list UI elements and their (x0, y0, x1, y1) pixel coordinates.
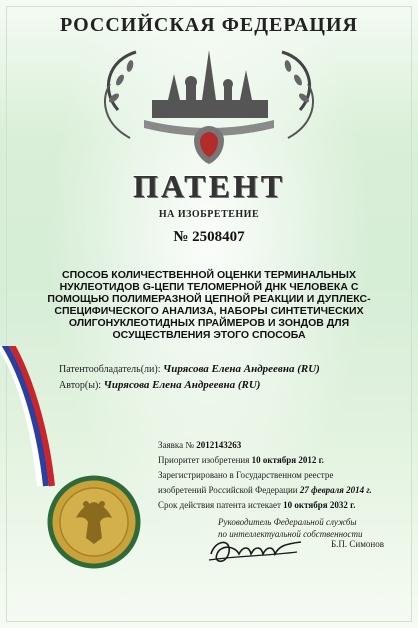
kremlin-emblem-icon (90, 40, 328, 166)
expiry-value: 10 октября 2032 г. (283, 500, 356, 510)
invention-title (40, 269, 378, 341)
registered-row (158, 483, 372, 498)
official-title-line: Руководитель Федеральной службы (218, 517, 357, 527)
application-label: Заявка № (158, 440, 194, 450)
signature-icon (205, 534, 305, 568)
invention-title-line: СПЕЦИФИЧЕСКОГО АНАЛИЗА, НАБОРЫ СИНТЕТИЧЕСКИХ (54, 305, 364, 317)
registration-details (158, 438, 372, 513)
registered-line: Зарегистрировано в Государственном реестре (158, 470, 334, 480)
registered-value: 27 февраля 2014 г. (299, 485, 372, 495)
priority-value: 10 октября 2012 г. (251, 455, 324, 465)
author-value: Чирясова Елена Андреевна (RU) (103, 379, 261, 391)
application-row (158, 438, 372, 453)
holder-label: Патентообладатель(ли): (59, 364, 161, 375)
invention-title-line: ОСУЩЕСТВЛЕНИЯ ЭТОГО СПОСОБА (112, 329, 306, 341)
patent-subtitle: НА ИЗОБРЕТЕНИЕ (158, 209, 260, 220)
patent-number: № 2508407 (173, 229, 245, 245)
registered-label: изобретений Российской Федерации (158, 485, 298, 495)
author-label: Автор(ы): (59, 380, 102, 391)
invention-title-line: ПОМОЩЬЮ ПОЛИМЕРАЗНОЙ ЦЕПНОЙ РЕАКЦИИ И ДУПЛЕКС- (47, 293, 371, 305)
official-title-line: по интеллектуальной собственности (218, 529, 363, 539)
holder-value: Чирясова Елена Андреевна (RU) (162, 363, 320, 375)
expiry-label: Срок действия патента истекает (158, 500, 281, 510)
priority-row (158, 453, 372, 468)
patent-title: ПАТЕНТ (132, 168, 286, 204)
gold-seal-icon (46, 474, 142, 570)
signer-name: Б.П. Симонов (331, 539, 384, 549)
expiry-row (158, 498, 372, 513)
country-header: РОССИЙСКАЯ ФЕДЕРАЦИЯ (59, 14, 358, 36)
application-value: 2012143263 (196, 440, 242, 450)
priority-label: Приоритет изобретения (158, 455, 250, 465)
invention-title-line: СПОСОБ КОЛИЧЕСТВЕННОЙ ОЦЕНКИ ТЕРМИНАЛЬНЫХ (62, 269, 356, 281)
invention-title-line: ОЛИГОНУКЛЕОТИДНЫХ ПРАЙМЕРОВ И ЗОНДОВ ДЛЯ (68, 317, 350, 329)
invention-title-line: НУКЛЕОТИДОВ G-ЦЕПИ ТЕЛОМЕРНОЙ ДНК ЧЕЛОВЕКА С (59, 281, 359, 293)
holder-row (59, 363, 320, 375)
author-row (59, 379, 260, 391)
